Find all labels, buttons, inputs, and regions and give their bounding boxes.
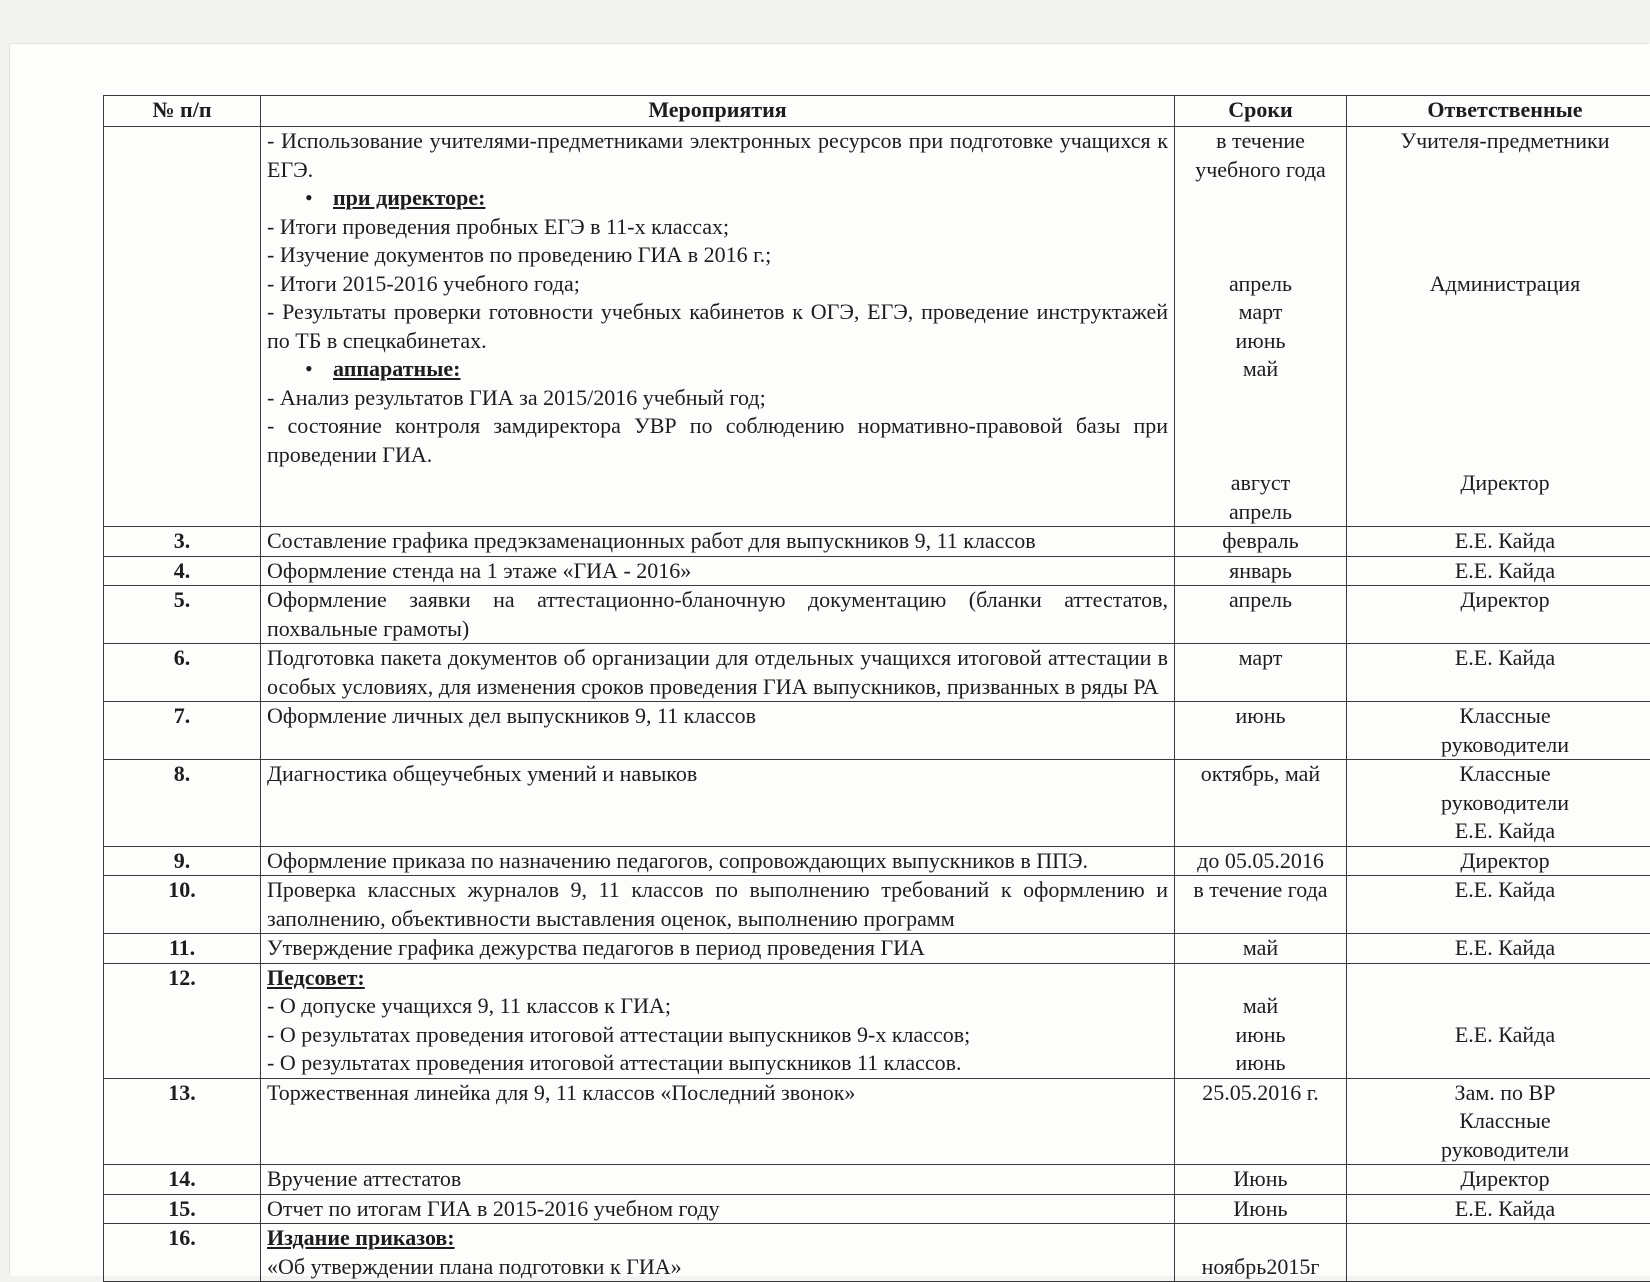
row-terms: октябрь, май <box>1175 760 1347 847</box>
row-activity: Утверждение графика дежурства педагогов в период проведения ГИА <box>261 934 1175 964</box>
row-terms <box>1175 1224 1347 1282</box>
table-row <box>104 963 1650 1078</box>
table-row <box>104 1078 1650 1165</box>
row-terms: до 05.05.2016 <box>1175 846 1347 876</box>
section-heading: Издание приказов: <box>267 1224 1168 1253</box>
row-terms: 25.05.2016 г. <box>1175 1078 1347 1165</box>
table-row <box>104 760 1650 847</box>
row-responsible <box>1347 1078 1650 1165</box>
responsible-line: Зам. по ВР <box>1353 1079 1650 1108</box>
term-line: май <box>1181 992 1340 1021</box>
responsible-line: Классные <box>1353 760 1650 789</box>
term-line: июнь <box>1181 1049 1340 1078</box>
row-responsible <box>1347 760 1650 847</box>
row-terms: май <box>1175 934 1347 964</box>
activity-line: - О результатах проведения итоговой аттестации выпускников 9-х классов; <box>267 1021 1168 1050</box>
row-activity: Оформление заявки на аттестационно-бланочную документацию (бланки аттестатов, похвальные грамоты) <box>261 586 1175 644</box>
activity-line: - Итоги проведения пробных ЕГЭ в 11-х классах; <box>267 213 1168 242</box>
row-activity: Оформление приказа по назначению педагогов, сопровождающих выпускников в ППЭ. <box>261 846 1175 876</box>
table-row <box>104 586 1650 644</box>
row-terms <box>1175 127 1347 527</box>
subheading-text: при директоре: <box>333 185 485 210</box>
term-line: ноябрь2015г <box>1181 1253 1340 1282</box>
row-activity: Вручение аттестатов <box>261 1165 1175 1195</box>
responsible-line: Директор <box>1353 469 1650 498</box>
row-terms: Июнь <box>1175 1194 1347 1224</box>
table-row <box>104 127 1650 527</box>
row-number: 8. <box>104 760 261 847</box>
table-row <box>104 702 1650 760</box>
header-activity: Мероприятия <box>261 96 1175 127</box>
table-row <box>104 876 1650 934</box>
row-responsible: Директор <box>1347 586 1650 644</box>
row-number: 16. <box>104 1224 261 1282</box>
row-activity: Оформление личных дел выпускников 9, 11 классов <box>261 702 1175 760</box>
term-line: апрель <box>1181 498 1340 527</box>
row-terms: июнь <box>1175 702 1347 760</box>
subheading <box>267 355 1168 384</box>
row-responsible: Е.Е. Кайда <box>1347 876 1650 934</box>
activity-line: - состояние контроля замдиректора УВР по соблюдению нормативно-правовой базы при проведении ГИА. <box>267 412 1168 469</box>
activity-line: - Анализ результатов ГИА за 2015/2016 учебный год; <box>267 384 1168 413</box>
row-number: 13. <box>104 1078 261 1165</box>
row-responsible: Е.Е. Кайда <box>1347 644 1650 702</box>
row-activity: Торжественная линейка для 9, 11 классов «Последний звонок» <box>261 1078 1175 1165</box>
activity-line: «Об утверждении плана подготовки к ГИА» <box>267 1253 1168 1282</box>
row-terms: январь <box>1175 556 1347 586</box>
row-number: 6. <box>104 644 261 702</box>
row-responsible: Е.Е. Кайда <box>1347 934 1650 964</box>
row-activity <box>261 127 1175 527</box>
row-responsible: Е.Е. Кайда <box>1347 556 1650 586</box>
term-line: август <box>1181 469 1340 498</box>
row-number: 7. <box>104 702 261 760</box>
responsible-line: руководители <box>1353 1136 1650 1165</box>
plan-table <box>103 95 1650 1282</box>
row-activity: Отчет по итогам ГИА в 2015-2016 учебном году <box>261 1194 1175 1224</box>
row-responsible <box>1347 127 1650 527</box>
row-responsible: Е.Е. Кайда <box>1347 527 1650 557</box>
responsible-line: Е.Е. Кайда <box>1353 1021 1650 1050</box>
table-row <box>104 846 1650 876</box>
row-number: 10. <box>104 876 261 934</box>
row-responsible <box>1347 702 1650 760</box>
term-line: июнь <box>1181 1021 1340 1050</box>
activity-line: - О допуске учащихся 9, 11 классов к ГИА; <box>267 992 1168 1021</box>
row-responsible: Директор <box>1347 1165 1650 1195</box>
row-terms: февраль <box>1175 527 1347 557</box>
header-num: № п/п <box>104 96 261 127</box>
row-activity: Диагностика общеучебных умений и навыков <box>261 760 1175 847</box>
row-number: 14. <box>104 1165 261 1195</box>
row-number <box>104 127 261 527</box>
responsible-line: руководители <box>1353 789 1650 818</box>
term-line: апрель <box>1181 270 1340 299</box>
row-activity <box>261 1224 1175 1282</box>
responsible-line: Е.Е. Кайда <box>1353 817 1650 846</box>
responsible-line: руководители <box>1353 731 1650 760</box>
row-terms: Июнь <box>1175 1165 1347 1195</box>
row-activity: Подготовка пакета документов об организации для отдельных учащихся итоговой аттестации в особых условиях, для изменения сроков проведения ГИА выпускников, призванных в ряды РА <box>261 644 1175 702</box>
row-responsible <box>1347 1224 1650 1282</box>
activity-line: - Изучение документов по проведению ГИА в 2016 г.; <box>267 241 1168 270</box>
subheading-text: аппаратные: <box>333 356 460 381</box>
table-row <box>104 1224 1650 1282</box>
row-number: 4. <box>104 556 261 586</box>
term-line: март <box>1181 298 1340 327</box>
bullet-icon: • <box>305 355 333 384</box>
table-row <box>104 1165 1650 1195</box>
row-number: 15. <box>104 1194 261 1224</box>
term-line: май <box>1181 355 1340 384</box>
row-activity: Оформление стенда на 1 этаже «ГИА - 2016» <box>261 556 1175 586</box>
row-activity <box>261 963 1175 1078</box>
bullet-icon: • <box>305 184 333 213</box>
responsible-line: Администрация <box>1353 270 1650 299</box>
activity-line: - О результатах проведения итоговой аттестации выпускников 11 классов. <box>267 1049 1168 1078</box>
row-number: 9. <box>104 846 261 876</box>
activity-line: - Итоги 2015-2016 учебного года; <box>267 270 1168 299</box>
row-activity: Проверка классных журналов 9, 11 классов по выполнению требований к оформлению и заполнению, объективности выставления оценок, выполнению программ <box>261 876 1175 934</box>
activity-line: - Использование учителями-предметниками электронных ресурсов при подготовке учащихся к ЕГЭ. <box>267 127 1168 184</box>
row-terms: апрель <box>1175 586 1347 644</box>
row-activity: Составление графика предэкзаменационных работ для выпускников 9, 11 классов <box>261 527 1175 557</box>
row-terms <box>1175 963 1347 1078</box>
section-heading: Педсовет: <box>267 964 1168 993</box>
header-responsible: Ответственные <box>1347 96 1650 127</box>
responsible-line: Классные <box>1353 702 1650 731</box>
row-terms: в течение года <box>1175 876 1347 934</box>
responsible-line: Классные <box>1353 1107 1650 1136</box>
row-responsible: Директор <box>1347 846 1650 876</box>
table-row <box>104 527 1650 557</box>
row-number: 12. <box>104 963 261 1078</box>
responsible-line: Учителя-предметники <box>1353 127 1650 156</box>
table-row <box>104 556 1650 586</box>
row-number: 3. <box>104 527 261 557</box>
table-row <box>104 934 1650 964</box>
header-terms: Сроки <box>1175 96 1347 127</box>
row-responsible <box>1347 963 1650 1078</box>
term-line: июнь <box>1181 327 1340 356</box>
row-number: 11. <box>104 934 261 964</box>
table-row <box>104 644 1650 702</box>
row-number: 5. <box>104 586 261 644</box>
term-line: в течение <box>1181 127 1340 156</box>
table-row <box>104 1194 1650 1224</box>
term-line: учебного года <box>1181 156 1340 185</box>
subheading <box>267 184 1168 213</box>
activity-line: - Результаты проверки готовности учебных кабинетов к ОГЭ, ЕГЭ, проведение инструктажей по ТБ в спецкабинетах. <box>267 298 1168 355</box>
row-terms: март <box>1175 644 1347 702</box>
row-responsible: Е.Е. Кайда <box>1347 1194 1650 1224</box>
header-row <box>104 96 1650 127</box>
